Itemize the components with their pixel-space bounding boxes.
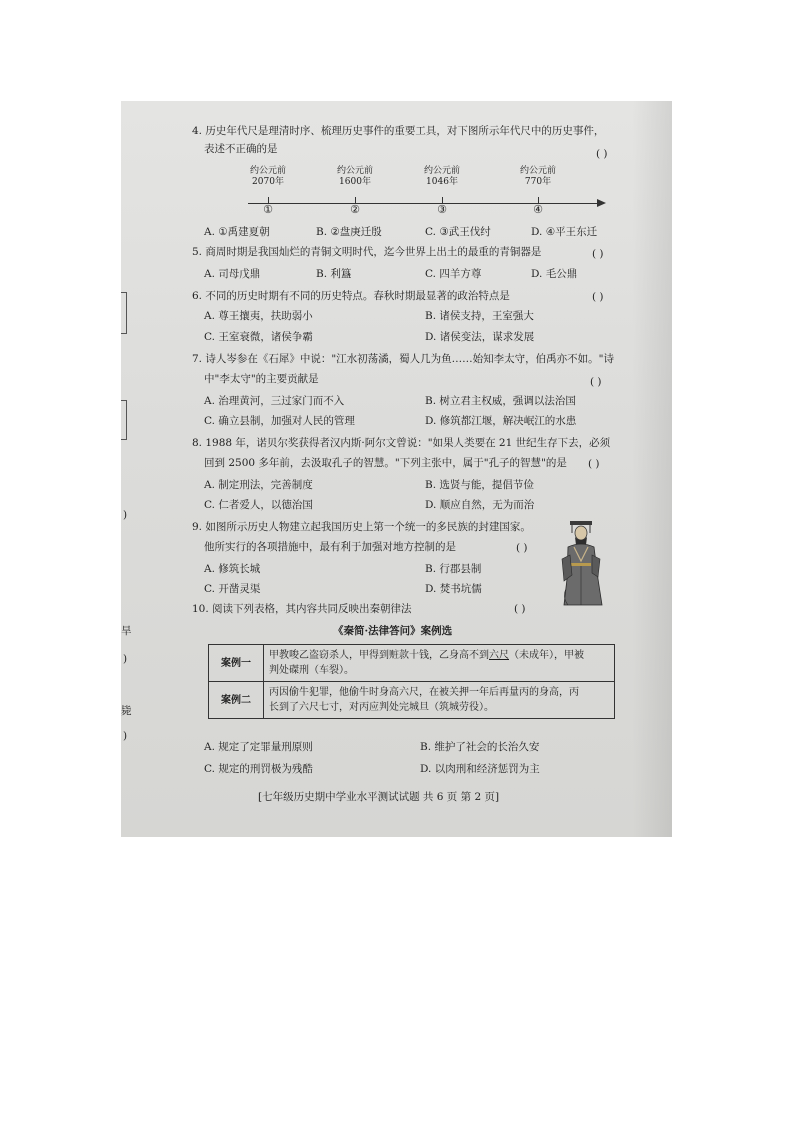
q9-stem-line1: 9. 如图所示历史人物建立起我国历史上第一个统一的多民族的封建国家。 bbox=[192, 521, 531, 533]
q9-option-b: B. 行郡县制 bbox=[425, 563, 482, 575]
page-footer: [七年级历史期中学业水平测试试题 共 6 页 第 2 页] bbox=[258, 791, 500, 803]
q6-answer-paren: ( ) bbox=[592, 291, 604, 303]
q4-option-d: D. ④平王东迁 bbox=[531, 226, 598, 238]
q9-stem-line2: 他所实行的各项措施中，最有利于加强对地方控制的是 bbox=[204, 541, 456, 553]
table-row bbox=[209, 645, 615, 682]
margin-mark: 旱 bbox=[121, 625, 132, 637]
q9-option-c: C. 开凿灵渠 bbox=[204, 583, 261, 595]
q7-stem-line2: 中"李太守"的主要贡献是 bbox=[204, 373, 319, 385]
timeline-mark: ④ bbox=[533, 203, 543, 216]
q8-answer-paren: ( ) bbox=[588, 458, 600, 470]
margin-mark: ) bbox=[123, 653, 128, 665]
timeline-label: 约公元前 1600年 bbox=[336, 166, 373, 187]
margin-box bbox=[121, 400, 127, 440]
q4-option-c: C. ③武王伐纣 bbox=[425, 226, 491, 238]
case-text: 甲教唆乙盗窃杀人，甲得到赃款十钱，乙身高不到六尺（未成年），甲被 判处磔刑（车裂）。 bbox=[264, 645, 615, 682]
margin-mark: ) bbox=[123, 509, 128, 521]
q4-stem-line2: 表述不正确的是 bbox=[204, 143, 278, 155]
q4-option-a: A. ①禹建夏朝 bbox=[204, 226, 270, 238]
q8-option-d: D. 顺应自然，无为而治 bbox=[425, 499, 535, 511]
table-row bbox=[209, 682, 615, 719]
q7-option-b: B. 树立君主权威，强调以法治国 bbox=[425, 395, 576, 407]
case-table bbox=[208, 644, 615, 719]
q8-stem-line2: 回到 2500 多年前，去汲取孔子的智慧。"下列主张中，属于"孔子的智慧"的是 bbox=[204, 457, 567, 469]
q5-option-d: D. 毛公鼎 bbox=[531, 268, 578, 280]
q5-stem: 5. 商周时期是我国灿烂的青铜文明时代，迄今世界上出土的最重的青铜器是 bbox=[192, 246, 542, 258]
timeline-label: 约公元前 770年 bbox=[519, 166, 556, 187]
q9-answer-paren: ( ) bbox=[516, 542, 528, 554]
q9-option-a: A. 修筑长城 bbox=[204, 563, 261, 575]
q10-option-b: B. 维护了社会的长治久安 bbox=[420, 741, 540, 753]
q8-option-b: B. 选贤与能，提倡节俭 bbox=[425, 479, 534, 491]
q10-stem: 10. 阅读下列表格，其内容共同反映出秦朝律法 bbox=[192, 603, 412, 615]
q8-option-c: C. 仁者爱人，以德治国 bbox=[204, 499, 313, 511]
q9-option-d: D. 焚书坑儒 bbox=[425, 583, 482, 595]
q7-answer-paren: ( ) bbox=[590, 376, 602, 388]
q10-answer-paren: ( ) bbox=[514, 603, 526, 615]
timeline-arrow-icon bbox=[597, 199, 606, 207]
q4-option-b: B. ②盘庚迁殷 bbox=[316, 226, 382, 238]
q7-stem-line1: 7. 诗人岑参在《石犀》中说："江水初荡潏，蜀人几为鱼……始知李太守，伯禹亦不如。"诗 bbox=[192, 353, 615, 365]
q6-option-c: C. 王室衰微，诸侯争霸 bbox=[204, 331, 313, 343]
q10-table-title: 《秦简·法律答问》案例选 bbox=[333, 625, 453, 637]
q5-option-c: C. 四羊方尊 bbox=[425, 268, 482, 280]
q5-option-b: B. 利簋 bbox=[316, 268, 352, 280]
q6-option-d: D. 诸侯变法，谋求发展 bbox=[425, 331, 535, 343]
q8-option-a: A. 制定刑法，完善制度 bbox=[204, 479, 313, 491]
case-text: 丙因偷牛犯罪，他偷牛时身高六尺，在被关押一年后再量丙的身高，丙 长到了六尺七寸，对丙应判处完城旦（筑城劳役）。 bbox=[264, 682, 615, 719]
case-head: 案例一 bbox=[209, 645, 264, 682]
q7-option-d: D. 修筑都江堰，解决岷江的水患 bbox=[425, 415, 577, 427]
margin-box bbox=[121, 292, 127, 334]
q5-option-a: A. 司母戊鼎 bbox=[204, 268, 261, 280]
q10-option-a: A. 规定了定罪量刑原则 bbox=[204, 741, 313, 753]
timeline-mark: ② bbox=[350, 203, 360, 216]
timeline-label: 约公元前 1046年 bbox=[423, 166, 460, 187]
q6-stem: 6. 不同的历史时期有不同的历史特点。春秋时期最显著的政治特点是 bbox=[192, 290, 510, 302]
q10-option-d: D. 以肉刑和经济惩罚为主 bbox=[420, 763, 540, 775]
q7-option-c: C. 确立县制，加强对人民的管理 bbox=[204, 415, 355, 427]
q6-option-a: A. 尊王攘夷，扶助弱小 bbox=[204, 310, 313, 322]
q4-stem-line1: 4. 历史年代尺是理清时序、梳理历史事件的重要工具，对下图所示年代尺中的历史事件， bbox=[192, 125, 605, 137]
margin-mark: ) bbox=[123, 730, 128, 742]
margin-mark: 毙 bbox=[121, 705, 132, 717]
timeline-mark: ① bbox=[263, 203, 273, 216]
case-head: 案例二 bbox=[209, 682, 264, 719]
q4-answer-paren: ( ) bbox=[596, 148, 608, 160]
q6-option-b: B. 诸侯支持，王室强大 bbox=[425, 310, 534, 322]
timeline-label: 约公元前 2070年 bbox=[249, 166, 286, 187]
timeline-mark: ③ bbox=[437, 203, 447, 216]
q5-answer-paren: ( ) bbox=[592, 248, 604, 260]
q10-option-c: C. 规定的刑罚极为残酷 bbox=[204, 763, 313, 775]
emperor-portrait-icon bbox=[558, 519, 606, 609]
q8-stem-line1: 8. 1988 年，诺贝尔奖获得者汉内斯·阿尔文曾说："如果人类要在 21 世纪生存下去，必须 bbox=[192, 437, 611, 449]
q7-option-a: A. 治理黄河，三过家门而不入 bbox=[204, 395, 345, 407]
